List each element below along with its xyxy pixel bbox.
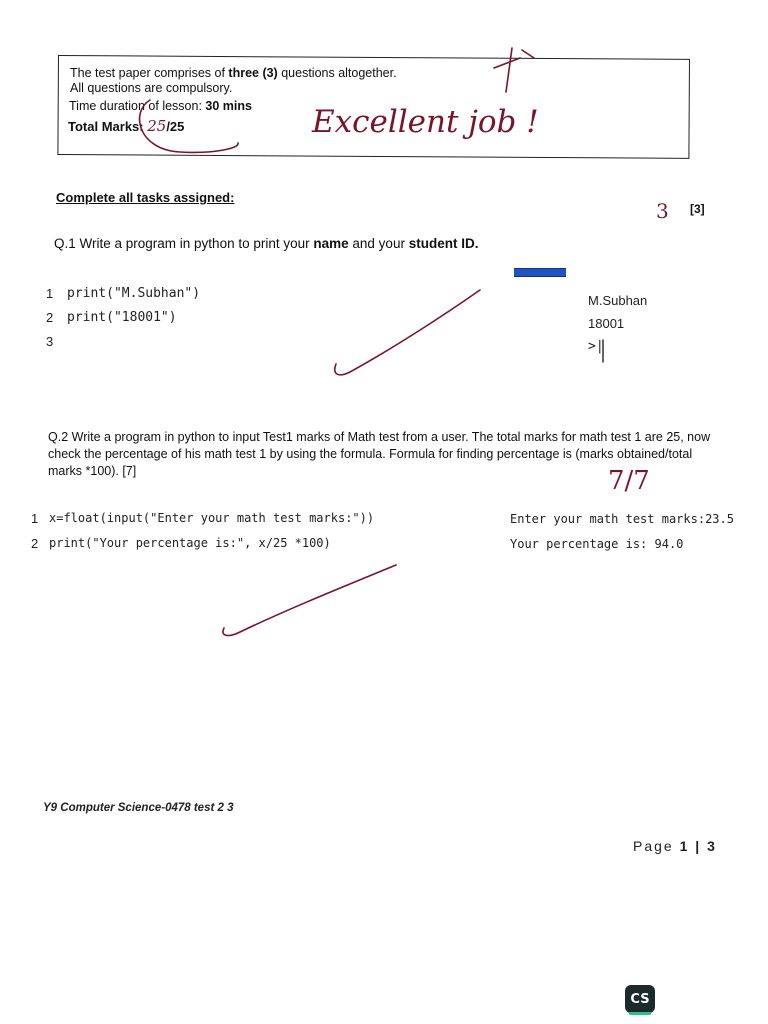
- q1-text-part: Q.1 Write a program in python to print your: [54, 236, 314, 251]
- q1-output-line: M.Subhan: [588, 293, 648, 308]
- q2-check-icon: [223, 565, 396, 635]
- q1-line-number: 1: [46, 286, 54, 301]
- q1-max-marks: [3]: [690, 202, 705, 216]
- q1-check-icon: [335, 290, 480, 375]
- q1-code-line: print("18001"): [67, 310, 177, 325]
- info-text-bold: three (3): [228, 66, 278, 80]
- course-footer: Y9 Computer Science-0478 test 2 3: [43, 802, 234, 814]
- info-text: Time duration of lesson:: [69, 99, 206, 113]
- q2-text: Q.2 Write a program in python to input Test1 marks of Math test from a user. The total marks for math test 1 are 25, now check the percentage of his math test 1 by using the formula. Formula for finding percentage is (marks obtained/total marks *100). [7]: [48, 430, 711, 478]
- q1-mark-given: 3: [656, 199, 669, 223]
- info-text: questions altogether.: [277, 66, 397, 80]
- q1-code-line: print("M.Subhan"): [67, 286, 201, 301]
- total-marks-max: /25: [166, 119, 185, 134]
- q2-output-line: Enter your math test marks:23.5: [510, 512, 734, 526]
- q1-output-prompt: >|: [588, 339, 604, 354]
- page-label: Page: [633, 838, 680, 854]
- q1-text-part: and your: [348, 236, 409, 251]
- q1-line-number: 2: [46, 310, 54, 325]
- section-heading: Complete all tasks assigned:: [56, 190, 235, 205]
- top-tick-icon: [494, 48, 534, 92]
- q1-line-number: 3: [46, 334, 54, 349]
- q2-output-line: Your percentage is: 94.0: [510, 537, 684, 551]
- q2-line-number: 1: [31, 511, 39, 526]
- info-text: The test paper comprises of: [70, 66, 229, 80]
- camscanner-logo: CS: [625, 985, 655, 1013]
- handwritten-remark: Excellent job !: [312, 104, 539, 140]
- q1-text-bold: name: [313, 236, 349, 251]
- q1-text-bold: student ID.: [408, 236, 479, 251]
- info-line-compulsory: All questions are compulsory.: [70, 81, 233, 95]
- q2-mark-given: 7/7: [608, 466, 650, 496]
- q2-code-line: print("Your percentage is:", x/25 *100): [49, 536, 331, 550]
- q1-output-line: 18001: [588, 316, 625, 331]
- total-marks-label: Total Marks:: [68, 119, 148, 134]
- q2-code-line: x=float(input("Enter your math test marks:")): [49, 511, 375, 525]
- info-text-bold: 30 mins: [205, 99, 252, 113]
- q2-line-number: 2: [31, 536, 39, 551]
- page-count: 1 | 3: [679, 838, 717, 854]
- score-circle-icon: [140, 100, 239, 152]
- handwritten-score: 25: [147, 117, 167, 135]
